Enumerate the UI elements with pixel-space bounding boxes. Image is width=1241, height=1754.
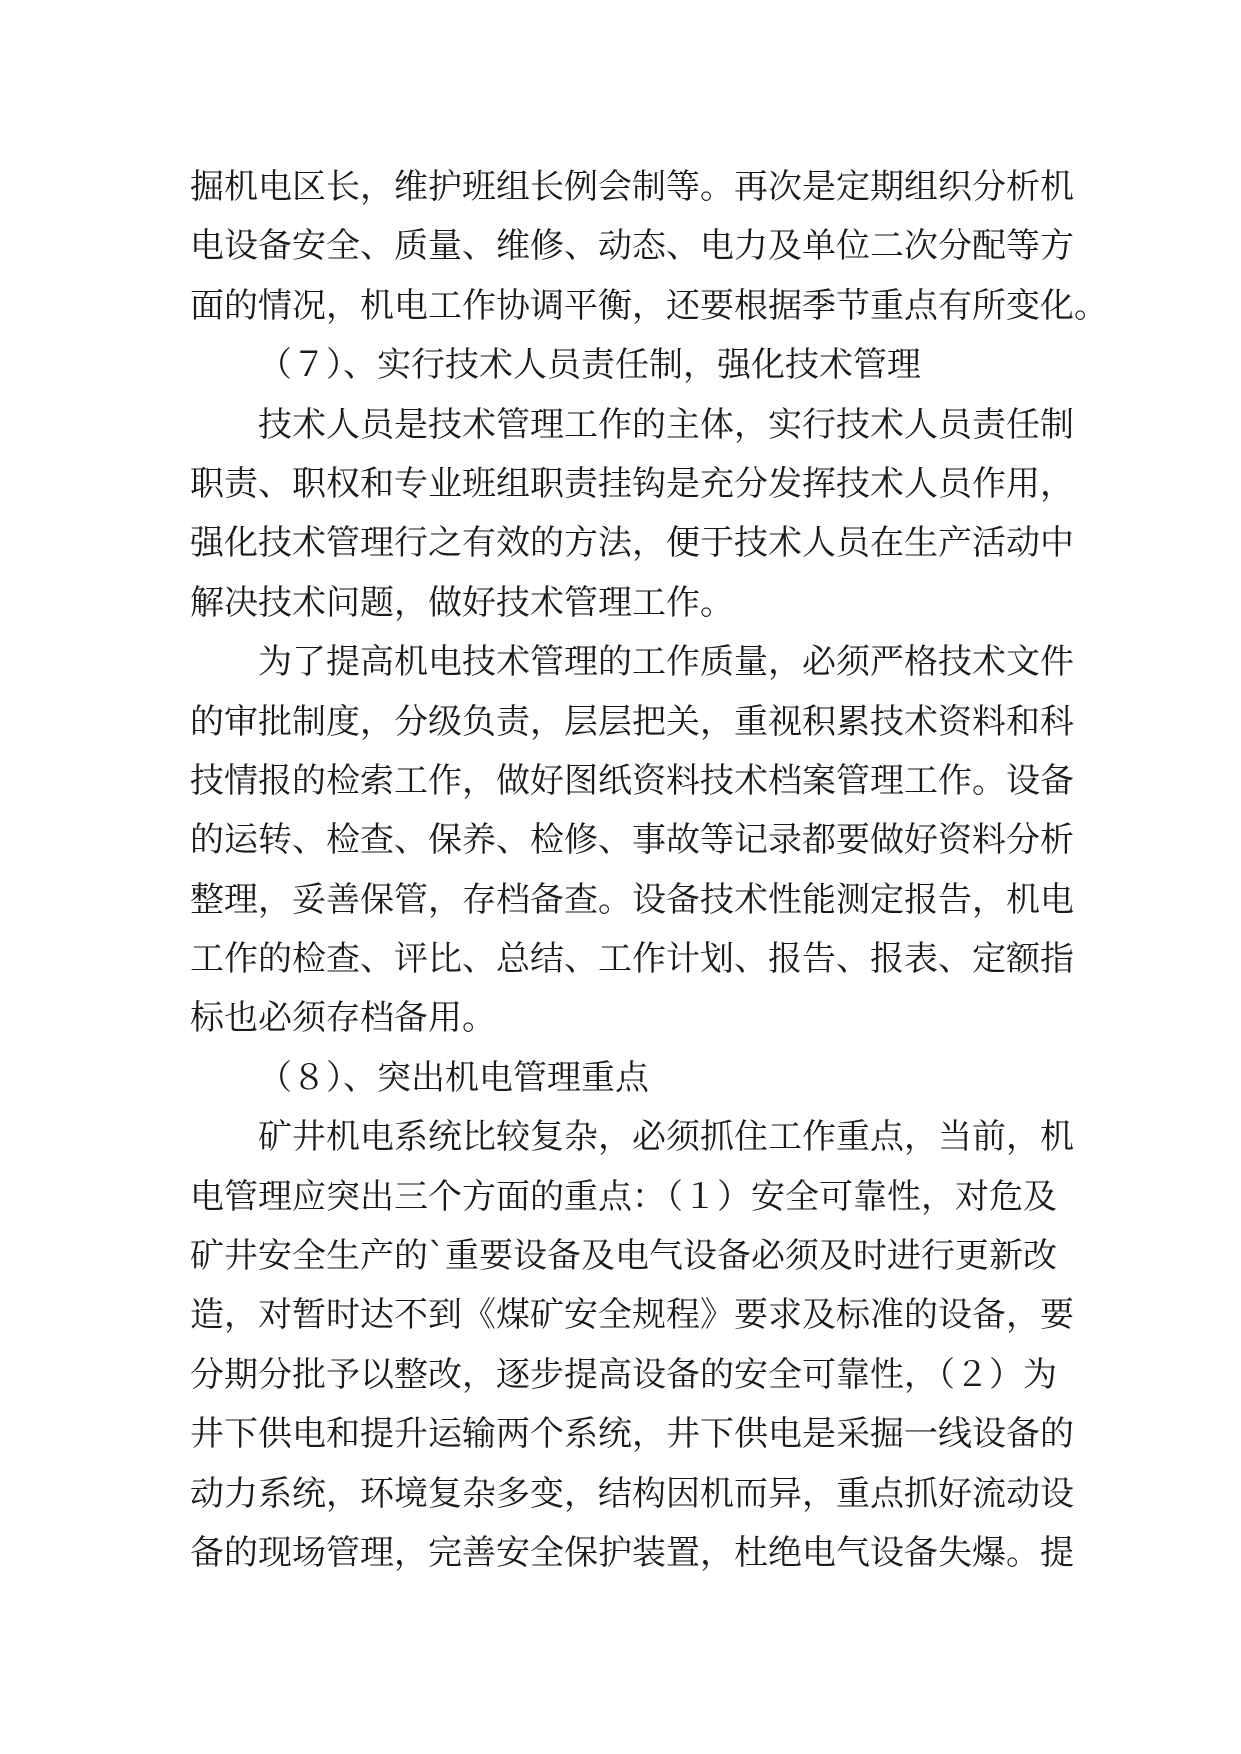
text-line: 电管理应突出三个方面的重点：（１）安全可靠性，对危及 xyxy=(190,1176,1057,1217)
text-line: （８）、突出机电管理重点 xyxy=(258,1057,649,1098)
text-line: 解决技术问题，做好技术管理工作。 xyxy=(190,582,734,623)
text-line: 动力系统，环境复杂多变，结构因机而异，重点抓好流动设 xyxy=(190,1473,1074,1514)
text-line: 面的情况，机电工作协调平衡，还要根据季节重点有所变化。 xyxy=(190,285,1108,326)
text-line: 分期分批予以整改，逐步提高设备的安全可靠性，（２）为 xyxy=(190,1354,1057,1395)
text-line: 标也必须存档备用。 xyxy=(190,998,496,1039)
text-line: 的运转、检查、保养、检修、事故等记录都要做好资料分析 xyxy=(190,820,1074,861)
text-line: 技情报的检索工作，做好图纸资料技术档案管理工作。设备 xyxy=(190,760,1074,801)
text-line: 井下供电和提升运输两个系统，井下供电是采掘一线设备的 xyxy=(190,1414,1074,1455)
text-line: 造，对暂时达不到《煤矿安全规程》要求及标准的设备，要 xyxy=(190,1295,1074,1336)
text-line: 的审批制度，分级负责，层层把关，重视积累技术资料和科 xyxy=(190,701,1074,742)
text-line: 备的现场管理，完善安全保护装置，杜绝电气设备失爆。提 xyxy=(190,1532,1074,1573)
text-line: 电设备安全、质量、维修、动态、电力及单位二次分配等方 xyxy=(190,226,1074,267)
text-line: （７）、实行技术人员责任制，强化技术管理 xyxy=(258,345,921,386)
text-line: 职责、职权和专业班组职责挂钩是充分发挥技术人员作用， xyxy=(190,463,1074,504)
text-line: 整理，妥善保管，存档备查。设备技术性能测定报告，机电 xyxy=(190,879,1074,920)
text-line: 矿井机电系统比较复杂，必须抓住工作重点，当前，机 xyxy=(258,1117,1074,1158)
text-line: 掘机电区长，维护班组长例会制等。再次是定期组织分析机 xyxy=(190,167,1074,207)
text-line: 矿井安全生产的`重要设备及电气设备必须及时进行更新改 xyxy=(190,1236,1057,1277)
text-line: 工作的检查、评比、总结、工作计划、报告、报表、定额指 xyxy=(190,939,1074,980)
text-line: 强化技术管理行之有效的方法，便于技术人员在生产活动中 xyxy=(190,523,1074,564)
text-line: 为了提高机电技术管理的工作质量，必须严格技术文件 xyxy=(258,642,1074,683)
text-line: 技术人员是技术管理工作的主体，实行技术人员责任制 xyxy=(258,404,1074,445)
document-body xyxy=(190,158,1108,1583)
